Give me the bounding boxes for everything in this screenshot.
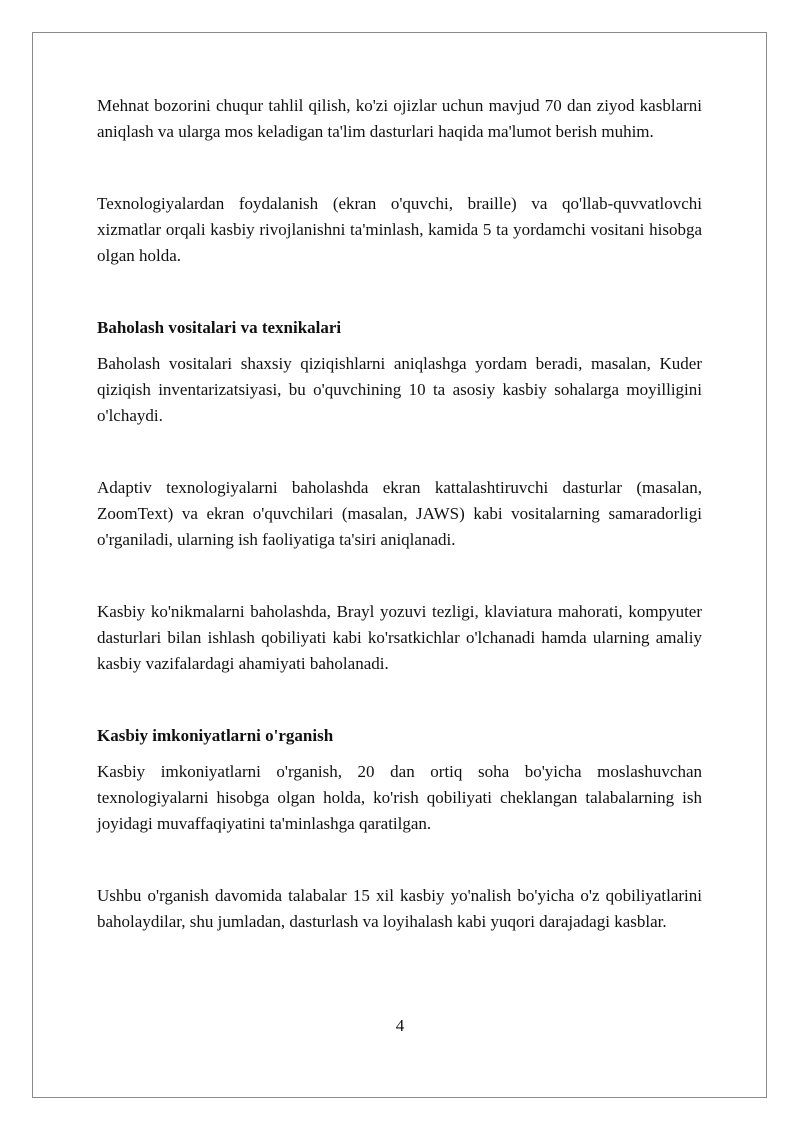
- page-content: [97, 93, 702, 935]
- page-number: 4: [395, 1016, 405, 1035]
- paragraph-adaptive-technology: Adaptiv texnologiyalarni baholashda ekran kattalashtiruvchi dasturlar (masalan, ZoomText) va ekran o'quvchilari (masalan, JAWS) kabi vositalarning samaradorligi o'rganiladi, ularning ish faoliyatiga ta'siri aniqlanadi.: [97, 478, 702, 549]
- heading-assessment-tools: Baholash vositalari va texnikalari: [97, 318, 342, 337]
- paragraph-skills-assessment: Kasbiy ko'nikmalarni baholashda, Brayl yozuvi tezligi, klaviatura mahorati, kompyuter dasturlari bilan ishlash qobiliyati kabi ko'rsatkichlar o'lchanadi hamda ularning amaliy kasbiy vazifalardagi ahamiyati baholanadi.: [97, 602, 702, 673]
- paragraph-career-opportunities: Kasbiy imkoniyatlarni o'rganish, 20 dan ortiq soha bo'yicha moslashuvchan texnologiyalarni hisobga olgan holda, ko'rish qobiliyati cheklangan talabalarning ish joyidagi muvaffaqiyatini ta'minlashga qaratilgan.: [97, 762, 702, 833]
- heading-career-opportunities: Kasbiy imkoniyatlarni o'rganish: [97, 726, 334, 745]
- paragraph-student-evaluation: Ushbu o'rganish davomida talabalar 15 xil kasbiy yo'nalish bo'yicha o'z qobiliyatlarini baholaydilar, shu jumladan, dasturlash va loyihalash kabi yuqori darajadagi kasblar.: [97, 886, 702, 931]
- paragraph-technology-use: Texnologiyalardan foydalanish (ekran o'quvchi, braille) va qo'llab-quvvatlovchi xizmatlar orqali kasbiy rivojlanishni ta'minlash, kamida 5 ta yordamchi vositani hisobga olgan holda.: [97, 194, 702, 265]
- paragraph-labor-market: Mehnat bozorini chuqur tahlil qilish, ko'zi ojizlar uchun mavjud 70 dan ziyod kasblarni aniqlash va ularga mos keladigan ta'lim dasturlari haqida ma'lumot berish muhim.: [97, 96, 702, 141]
- paragraph-assessment-tools: Baholash vositalari shaxsiy qiziqishlarni aniqlashga yordam beradi, masalan, Kuder qiziqish inventarizatsiyasi, bu o'quvchining 10 ta asosiy kasbiy sohalarga moyilligini o'lchaydi.: [97, 354, 702, 425]
